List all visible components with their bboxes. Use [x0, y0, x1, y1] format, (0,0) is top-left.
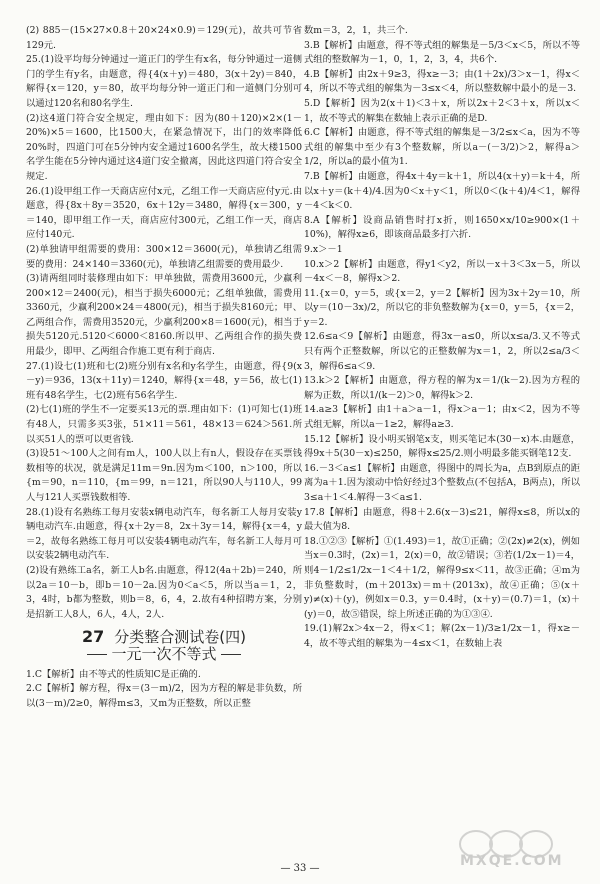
- solution-paragraph: 28.(1)设有名熟练工每月安装x辆电动汽车，每名新工人每月安装y辆电动汽车.由题意，得{x＋2y＝8，2x＋3y＝14，解得{x＝4，y＝2，故每名熟练工每月可以安装4辆电动汽车，每名新工人每月可以安装2辆电动汽车.: [26, 506, 302, 562]
- solution-paragraph: (3)设51～100人之间有m人，100人以上有n人，假设存在买票钱数相等的状况，就是满足11m＝9n.因为m＜100，n＞100，所以{m＝90，n＝110，{m＝99，n＝121，所以90人与110人，99人与121人买票钱数相等.: [26, 448, 302, 503]
- section-subtitle-row: [26, 644, 302, 663]
- solution-paragraph: (2)这4道门符合安全规定，理由如下：因为(80＋120)×2×(1－20%)×5＝1600，比1500大，在紧急情况下，出门的效率降低20%时，四道门可在5分钟内安全通过1600名学生，故大楼1500名学生能在5分钟内通过这4道门安全撤离，因此这四道门符合安全规定.: [26, 112, 302, 182]
- solution-paragraph: 3.B【解析】由题意，得不等式组的解集是－5/3＜x＜5，所以不等式组的整数解为－1，0，1，2，3，4，共6个.: [304, 39, 580, 66]
- left-column: [26, 24, 302, 711]
- solution-paragraph: 8.A【解析】设商品销售时打x折，则1650×x/10≥900×(1＋10%)，解得x≥6，即该商品最多打六折.: [304, 214, 580, 241]
- section-title: 分类整合测试卷(四): [114, 628, 246, 647]
- solution-paragraph: 12.6≤a＜9【解析】由题意，得3x－a≤0，所以x≤a/3.又不等式只有两个正整数解，所以它的正整数解为x＝1，2，所以2≤a/3＜3，解得6≤a＜9.: [304, 331, 580, 372]
- solution-paragraph: 25.(1)设平均每分钟通过一道正门的学生有x名，每分钟通过一道侧门的学生有y名，由题意，得{4(x＋y)＝480，3(x＋2y)＝840，解得{x＝120，y＝80，故平均每分钟一道正门和一道侧门分别可以通过120名和80名学生.: [26, 54, 302, 109]
- solution-paragraph: 26.(1)设甲组工作一天商店应付x元，乙组工作一天商店应付y元.由题意，得{8x＋8y＝3520，6x＋12y＝3480，解得{x＝300，y＝140，即甲组工作一天，商店应付300元，乙组工作一天，商店应付140元.: [26, 185, 302, 241]
- watermark-url: MXQE.COM: [460, 853, 564, 869]
- solution-paragraph: 27.(1)设七(1)班和七(2)班分别有x名和y名学生，由题意，得{9(x－y)＝936，13(x＋11y)＝1240，解得{x＝48，y＝56，故七(1)班有48名学生，七(2)班有56名学生.: [26, 360, 302, 401]
- solution-paragraph: 15.12【解析】设小明买钢笔x支，则买笔记本(30－x)本.由题意，得9x＋5(30－x)≤250，解得x≤25/2.则小明最多能买钢笔12支.: [304, 433, 580, 460]
- solution-paragraph: 19.(1)解2x＞4x－2，得x＜1；解(2x－1)/3≥1/2x－1，得x≥－4，故不等式组的解集为－4≤x＜1，在数轴上表: [304, 623, 580, 649]
- solution-paragraph: (2)设有熟练工a名，新工人b名.由题意，得12(4a＋2b)＝240，所以2a＝10－b，即b＝10－2a.因为0＜a＜5，所以当a＝1，2，3，4时，b都为整数，则b＝8，6，4，2.故有4种招聘方案，分别是招新工人8人，6人，4人，2人.: [26, 564, 302, 620]
- solution-paragraph: (3)请两组同时装修理由如下：甲单独做，需费用3600元，少赢利200×12＝2400(元)，相当于损失6000元；乙组单独做，需费用3360元，少赢利200×24＝4800(元)，相当于损失8160元；甲、乙两组合作，需费用3520元，少赢利200×8＝1600(元)，相当于损失5120元.5120＜6000＜8160.所以甲、乙两组合作的损失费用最少，即甲、乙两组合作施工更有利于商店.: [26, 273, 302, 358]
- subtitle-rule-left: [87, 654, 107, 655]
- solution-paragraph: 13.k＞2【解析】由题意，得方程的解为x＝1/(k－2).因为方程的解为正数，所以1/(k－2)＞0，解得k＞2.: [304, 375, 580, 401]
- right-column: [304, 24, 580, 652]
- subtitle-rule-right: [221, 654, 241, 655]
- solution-paragraph: 18.①②③【解析】①(1.493)＝1，故①正确；②(2x)≠2(x)，例如当x＝0.3时，(2x)＝1，2(x)＝0，故②错误；③若(1/2x－1)＝4，则4－1/2≤1/2x－1＜4＋1/2，解得9≤x＜11，故③正确；④m为非负整数时，(m＋2013x)＝m＋(2013x)，故④正确；⑤(x＋y)≠(x)＋(y)，例如x＝0.3，y＝0.4时，(x＋y)＝(0.7)＝1，(x)＋(y)＝0，故⑤错误，综上所述正确的为①③④.: [304, 535, 580, 620]
- solution-paragraph: 11.{x＝0，y＝5，或{x＝2，y＝2【解析】因为3x＋2y＝10，所以y＝(10－3x)/2，所以它的非负整数解为{x＝0，y＝5，{x＝2，y＝2.: [304, 287, 580, 328]
- solution-paragraph: 2.C【解析】解方程，得x＝(3－m)/2，因为方程的解是非负数，所以(3－m)/2≥0，解得m≤3，又m为正整数，所以正整: [26, 683, 302, 709]
- solution-paragraph: 14.a≥3【解析】由1＋a＞a－1，得x＞a－1；由x＜2，因为不等式组无解，所以a－1≥2，解得a≥3.: [304, 404, 580, 431]
- solution-paragraph: 10.x＞2【解析】由题意，得y1＜y2，所以－x＋3＜3x－5，所以－4x＜－8，解得x＞2.: [304, 258, 580, 285]
- solution-paragraph: 7.B【解析】由题意，得4x＋4y＝k＋1，所以4(x＋y)＝k＋4，所以x＋y＝(k＋4)/4.因为0＜x＋y＜1，所以0＜(k＋4)/4＜1，解得－4＜k＜0.: [304, 170, 580, 212]
- solution-paragraph: 数m＝3，2，1，共三个.: [304, 25, 408, 36]
- section-subtitle: 一元一次不等式: [111, 644, 217, 663]
- solution-paragraph: 16.－3＜a≤1【解析】由题意，得图中的周长为a，点B到原点的距离为a＋1.因为滚动中恰好经过3个整数点(不包括A，B两点)，所以3≤a＋1＜4.解得－3＜a≤1.: [304, 462, 580, 503]
- watermark-logo: [440, 826, 590, 874]
- section-header: [26, 627, 302, 647]
- solution-paragraph: 4.B【解析】由2x＋9≥3，得x≥－3；由(1＋2x)/3＞x－1，得x＜4，所以不等式组的解集为－3≤x＜4，所以整数解中最小的是－3.: [304, 68, 580, 95]
- solution-paragraph: (2)七(1)班的学生不一定要买13元的票.理由如下：(1)可知七(1)班有48人，只需多买3张，51×11＝561，48×13＝624＞561.所以买51人的票可以更省钱.: [26, 404, 302, 445]
- solution-paragraph: 17.8【解析】由题意，得8＋2.6(x－3)≤21，解得x≤8，所以x的最大值为8.: [304, 506, 580, 533]
- solution-paragraph: 1.C【解析】由不等式的性质知C是正确的.: [26, 668, 201, 680]
- solution-paragraph: (2) 885－(15×27×0.8＋20×24×0.9)＝129(元)，故共可节省129元.: [26, 25, 302, 51]
- solution-paragraph: 5.D【解析】因为2(x＋1)＜3＋x，所以2x＋2＜3＋x，所以x＜1，故不等式的解集在数轴上表示正确的是D.: [304, 97, 580, 124]
- solution-paragraph: 6.C【解析】由题意，得不等式组的解集是－3/2≤x＜a，因为不等式组的解集中至少有3个整数解，所以a－(－3/2)＞2，解得a＞1/2，所以a的最小值为1.: [304, 127, 580, 168]
- page-number: — 33 —: [280, 863, 320, 874]
- solution-paragraph: (2)单独请甲组需要的费用：300×12＝3600(元)，单独请乙组需要的费用：24×140＝3360(元)，单独请乙组需要的费用最少.: [26, 243, 302, 270]
- solution-paragraph: 9.x＞－1: [304, 243, 343, 255]
- section-number: 27: [82, 627, 105, 647]
